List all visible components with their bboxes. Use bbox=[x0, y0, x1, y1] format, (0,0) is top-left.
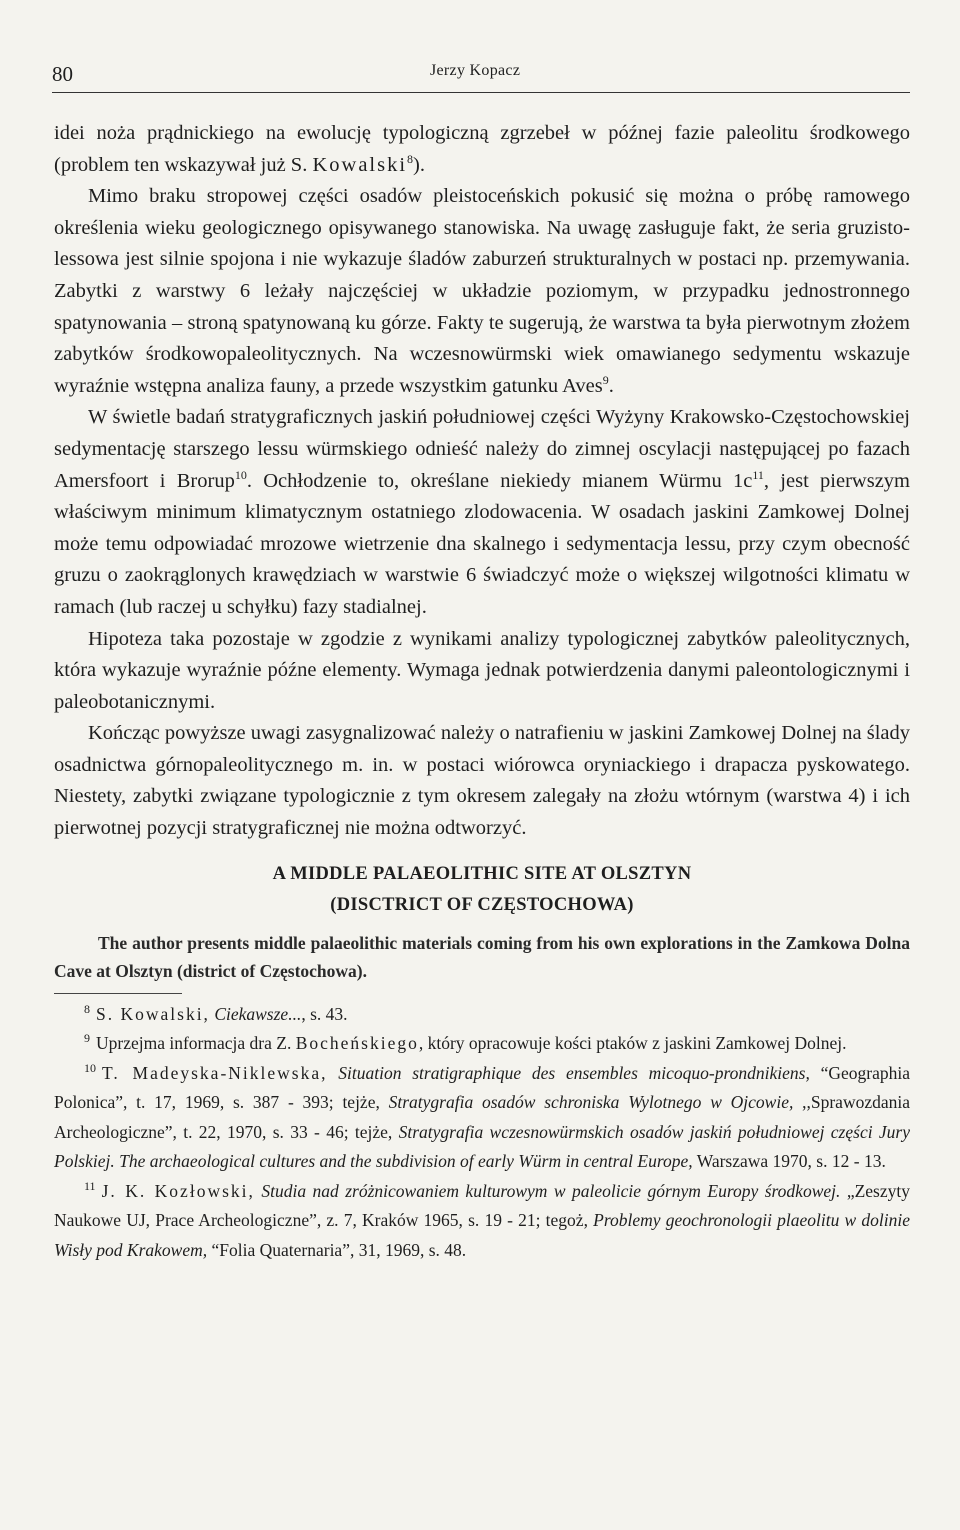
footnote-10 bbox=[54, 1059, 910, 1177]
summary-title-line: (DISCTRICT OF CZĘSTOCHOWA) bbox=[330, 894, 634, 915]
text-run: , który opracowuje kości ptaków z jaskini Zamkowej Dolnej. bbox=[418, 1033, 847, 1054]
footnote-number: 9 bbox=[84, 1031, 90, 1046]
page-number: 80 bbox=[52, 62, 73, 86]
footnote-divider bbox=[54, 993, 182, 994]
footnote-ref: 10 bbox=[234, 467, 247, 482]
footnote-author: S. Kowalski, bbox=[96, 1003, 210, 1024]
footnote-11 bbox=[54, 1177, 910, 1266]
paragraph-2 bbox=[54, 181, 910, 402]
footnote-number: 10 bbox=[84, 1060, 96, 1075]
text-run: Mimo braku stropowej części osadów pleistoceńskich pokusić się można o próbę ramowego określenia wieku geologicznego opisywanego stanowiska. Na uwagę zasługuje fakt, że seria gruzisto-lessowa jest silnie spojona i nie wykazuje śladów zaburzeń strukturalnych w postaci np. przemywania. Zabytki z warstwy 6 leżały najczęściej w układzie poziomym, w przypadku jednostronnego spatynowania – stroną spatynowaną ku górze. Fakty te sugerują, że warstwa ta była pierwotnym złożem zabytków środkowopaleolitycznych. Na wczesnowürmski wiek omawianego sedymentu wskazuje wyraźnie wstępna analiza fauny, a przede wszystkim gatunku Aves bbox=[54, 185, 910, 397]
paragraph-4: Hipoteza taka pozostaje w zgodzie z wynikami analizy typologicznej zabytków paleolitycznych, która wykazuje wyraźnie późne elementy. Wymaga jednak potwierdzenia danymi paleontologicznymi i paleobotanicznymi. bbox=[54, 627, 910, 713]
footnote-9 bbox=[54, 1029, 910, 1059]
footnotes bbox=[54, 1000, 910, 1266]
text-run: ). bbox=[413, 153, 425, 176]
text-run: , jest pierwszym właściwym minimum klimatycznym ostatniego zlodowacenia. W osadach jaskini Zamkowej Dolnej może temu odpowiadać mrozowe wietrzenie dna skalnego i sedymentacja lessu, przy czym obecność gruzu o zaokrąglonych krawędziach w warstwie 6 świadczyć może o większej wilgotności klimatu w ramach (lub raczej u schyłku) fazy stadialnej. bbox=[54, 469, 911, 618]
footnote-title: Ciekawsze... bbox=[214, 1003, 302, 1024]
text-run: ,,Sprawozdania Archeologiczne”, t. 22, 1970, s. 33 - 46; tejże, bbox=[54, 1092, 910, 1142]
summary-title-line: A MIDDLE PALAEOLITHIC SITE AT OLSZTYN bbox=[272, 863, 692, 884]
article-body bbox=[54, 118, 910, 1265]
footnote-ref: 8 bbox=[407, 151, 414, 166]
paragraph-3 bbox=[54, 402, 910, 623]
footnote-title: Stratygrafia osadów schroniska Wylotnego w Ojcowie, bbox=[388, 1092, 794, 1113]
footnote-author: T. Madeyska-Niklewska, bbox=[102, 1062, 328, 1083]
footnote-author: J. K. Kozłowski, bbox=[101, 1180, 255, 1201]
footnote-title: Situation stratigraphique des ensembles micoquo-prondnikiens, bbox=[338, 1062, 810, 1083]
page-header bbox=[52, 58, 910, 93]
running-head: Jerzy Kopacz bbox=[430, 62, 521, 79]
footnote-number: 11 bbox=[84, 1178, 96, 1193]
text-run: Warszawa 1970, s. 12 - 13. bbox=[692, 1151, 886, 1172]
paragraph-5: Kończąc powyższe uwagi zasygnalizować należy o natrafieniu w jaskini Zamkowej Dolnej na ślady osadnictwa górnopaleolitycznego m. in. w postaci wiórowca oryniackiego i drapacza pyskowatego. Niestety, zabytki związane typologicznie z tym okresem zalegały na złożu wtórnym (warstwa 4) i ich pierwotnej pozycji stratygraficznej nie można odtworzyć. bbox=[54, 722, 910, 840]
text-run: Uprzejma informacja dra Z. bbox=[96, 1033, 296, 1054]
text-run: . Ochłodzenie to, określane niekiedy mianem Würmu 1c bbox=[246, 469, 753, 492]
footnote-8 bbox=[54, 1000, 910, 1030]
footnote-title: Stratygrafia wczesnowürmskich osadów jaskiń południowej części Jury Polskiej. The archaeological cultures and the subdivision of early Würm in central Europe, bbox=[54, 1121, 910, 1172]
text-run: “Geographia Polonica”, t. 17, 1969, s. 387 - 393; tejże, bbox=[54, 1062, 910, 1113]
text-run: idei noża prądnickiego na ewolucję typologiczną zgrzebeł w późnej fazie paleolitu środkowego (problem ten wskazywał już S. bbox=[54, 122, 910, 176]
footnote-ref: 11 bbox=[752, 467, 764, 482]
footnote-ref: 9 bbox=[602, 372, 609, 387]
author-name: Kowalski bbox=[312, 153, 408, 176]
text-run: “Folia Quaternaria”, 31, 1969, s. 48. bbox=[207, 1239, 467, 1260]
summary-title bbox=[54, 859, 910, 921]
footnote-author: Bocheńskiego bbox=[295, 1033, 419, 1054]
text-run: , s. 43. bbox=[301, 1003, 348, 1024]
summary-paragraph: The author presents middle palaeolithic materials coming from his own explorations in the Zamkowa Dolna Cave at Olsztyn (district of Częstochowa). bbox=[54, 932, 910, 981]
footnote-title: Problemy geochronologii plaeolitu w dolinie Wisły pod Krakowem, bbox=[54, 1210, 910, 1260]
text-run: W świetle badań stratygraficznych jaskiń południowej części Wyżyny Krakowsko-Częstochowskiej sedymentację starszego lessu würmskiego odnieść należy do zimnej oscylacji następującej po fazach Amersfoort i Brorup bbox=[54, 406, 910, 492]
footnote-title: Studia nad zróżnicowaniem kulturowym w paleolicie górnym Europy środkowej. bbox=[261, 1180, 841, 1201]
footnote-number: 8 bbox=[84, 1001, 90, 1016]
text-run: . bbox=[608, 374, 614, 397]
text-run: „Zeszyty Naukowe UJ, Prace Archeologiczne”, z. 7, Kraków 1965, s. 19 - 21; tegoż, bbox=[54, 1180, 910, 1231]
paragraph-1 bbox=[54, 118, 910, 181]
summary-abstract bbox=[54, 929, 910, 985]
